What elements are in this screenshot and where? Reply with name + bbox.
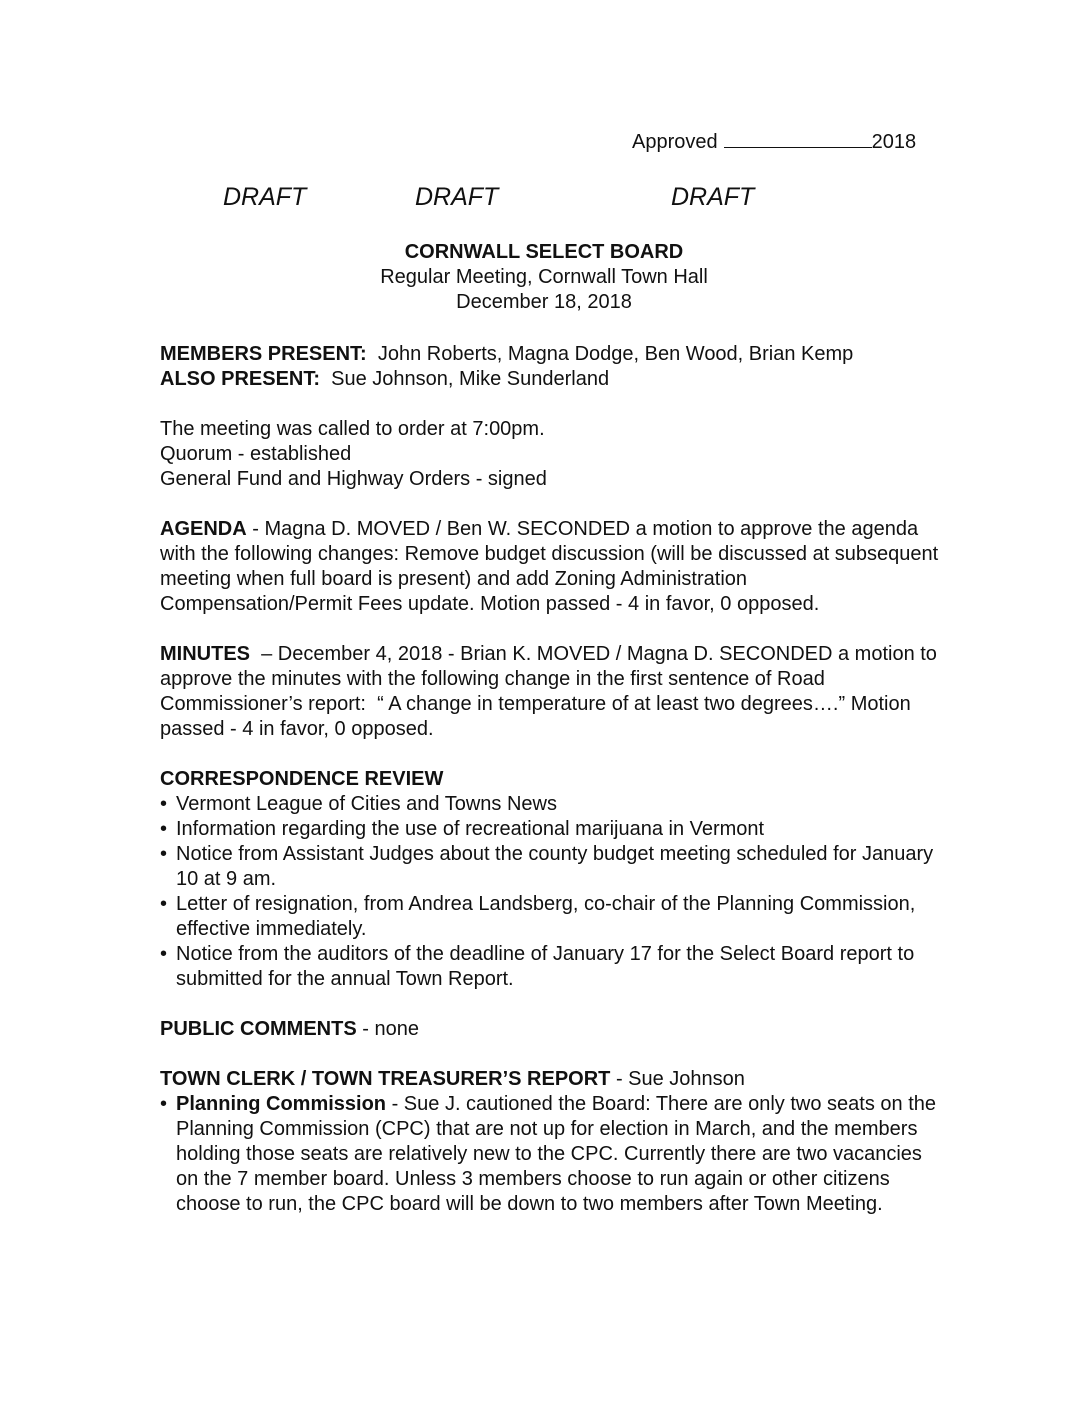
meeting-date: December 18, 2018 — [456, 291, 632, 313]
also-present — [160, 367, 940, 392]
list-item: • Planning Commission - Sue J. cautioned the Board: There are only two seats on the Planning Commission (CPC) that are not up for election in March, and the members holding those seats are relatively new to the CPC. Currently there are two vacancies on the 7 member board. Unless 3 members choose to run again or other citizens choose to run, the CPC board will be down to two members after Town Meeting. — [160, 1093, 936, 1215]
agenda-section — [160, 517, 940, 617]
agenda-text: - Magna D. MOVED / Ben W. SECONDED a motion to approve the agenda with the following changes: Remove budget discussion (will be discussed at subsequent meeting when full board is present) and add Zoning Administration Compensation/Permit Fees update. Motion passed - 4 in favor, 0 opposed. — [160, 518, 939, 615]
orders-signed: General Fund and Highway Orders - signed — [160, 468, 547, 490]
list-item: • Information regarding the use of recreational marijuana in Vermont — [160, 818, 765, 840]
list-item: • Letter of resignation, from Andrea Landsberg, co-chair of the Planning Commission, effective immediately. — [160, 893, 916, 940]
minutes-label: MINUTES — [160, 643, 250, 665]
list-item: • Notice from Assistant Judges about the county budget meeting scheduled for January 10 at 9 am. — [160, 843, 934, 890]
call-to-order: The meeting was called to order at 7:00pm. — [160, 418, 545, 440]
draft-mark-3: DRAFT — [671, 183, 755, 211]
minutes-body — [160, 342, 943, 1217]
draft-mark-1: DRAFT — [223, 183, 307, 211]
treasurer-list — [160, 1092, 940, 1217]
treasurer-name: - Sue Johnson — [610, 1068, 745, 1090]
approval-date-blank — [724, 128, 872, 148]
planning-commission-label: Planning Commission — [176, 1093, 387, 1115]
planning-commission-text: - Sue J. cautioned the Board: There are only two seats on the Planning Commission (CPC) that are not up for election in March, and the members holding those seats are relatively new to the CPC. Currently there are two vacancies on the 7 member board. Unless 3 members choose to run again or other citizens choose to run, the CPC board will be down to two members after Town Meeting. — [176, 1093, 936, 1215]
treasurer-label: TOWN CLERK / TOWN TREASURER’S REPORT — [160, 1068, 611, 1090]
also-present-names: Sue Johnson, Mike Sunderland — [331, 368, 610, 390]
board-title: CORNWALL SELECT BOARD — [404, 241, 684, 263]
approved-year: 2018 — [871, 131, 917, 153]
approved-line — [632, 128, 916, 155]
members-present — [160, 342, 940, 367]
quorum: Quorum - established — [160, 443, 352, 465]
correspondence-list — [160, 792, 940, 992]
list-item: • Vermont League of Cities and Towns News — [160, 793, 557, 815]
draft-mark-2: DRAFT — [415, 183, 499, 211]
meeting-title: Regular Meeting, Cornwall Town Hall — [380, 266, 708, 288]
agenda-label: AGENDA — [160, 518, 247, 540]
document-heading — [0, 240, 1088, 315]
public-comments — [160, 1017, 940, 1042]
minutes-text: – December 4, 2018 - Brian K. MOVED / Magna D. SECONDED a motion to approve the minutes with the following change in the first sentence of Road Commissioner’s report: “ A change in temperature of at least two degrees….” Motion passed - 4 in favor, 0 opposed. — [160, 643, 943, 740]
list-item: • Notice from the auditors of the deadline of January 17 for the Select Board report to submitted for the annual Town Report. — [160, 943, 915, 990]
correspondence-heading: CORRESPONDENCE REVIEW — [160, 768, 444, 790]
public-comments-text: - none — [356, 1018, 419, 1040]
members-present-names: John Roberts, Magna Dodge, Ben Wood, Brian Kemp — [377, 343, 854, 365]
also-present-label: ALSO PRESENT: — [160, 368, 321, 390]
treasurer-heading — [160, 1067, 940, 1092]
members-present-label: MEMBERS PRESENT: — [160, 343, 367, 365]
approved-label: Approved — [632, 131, 718, 153]
public-comments-label: PUBLIC COMMENTS — [160, 1018, 357, 1040]
minutes-section — [160, 642, 943, 742]
